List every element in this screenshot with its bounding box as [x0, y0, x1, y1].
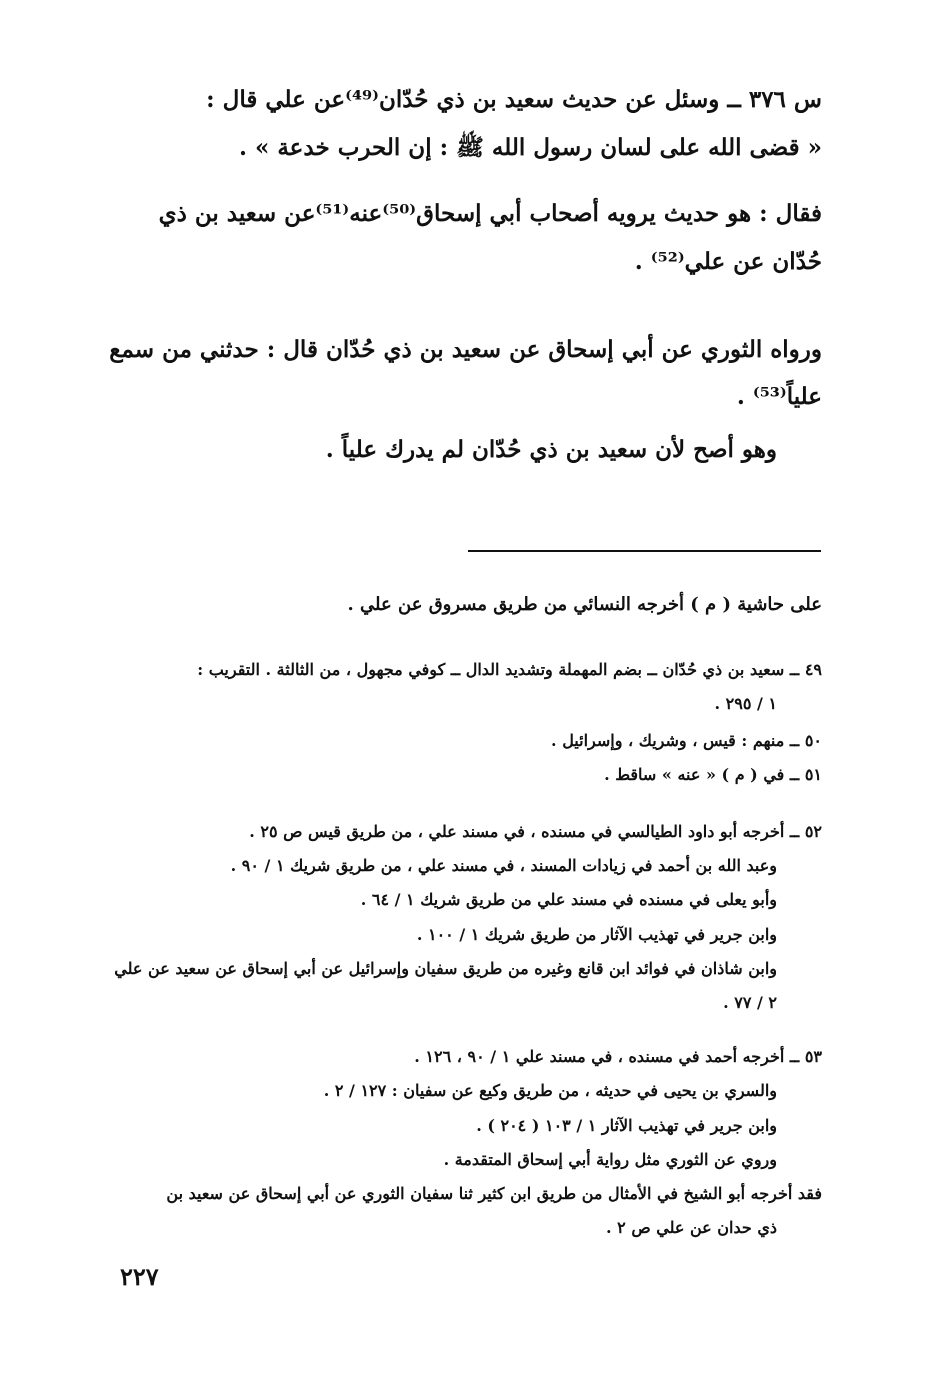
footnote-49-cont: ١ / ٢٩٥ . [714, 694, 777, 713]
page-number: ٢٢٧ [120, 1262, 159, 1291]
main-line-5: ورواه الثوري عن أبي إسحاق عن سعيد بن ذي حُدّان قال : حدثني من سمع [109, 336, 822, 363]
footnote-51: ٥١ ــ في ( م ) « عنه » ساقط . [604, 765, 822, 784]
footnote-53-line-6: ذي حدان عن علي ص ٢ . [606, 1218, 777, 1237]
footnote-49: ٤٩ ــ سعيد بن ذي حُدّان ــ بضم المهملة وتشديد الدال ــ كوفي مجهول ، من الثالثة . التقريب : [197, 660, 822, 679]
footnote-52-line-6: ٢ / ٧٧ . [723, 993, 777, 1012]
footnote-53-line-3: وابن جرير في تهذيب الآثار ١ / ١٠٣ ( ٢٠٤ ) . [476, 1116, 777, 1135]
main-line-2: « قضى الله على لسان رسول الله ﷺ : إن الحرب خدعة » . [238, 134, 822, 161]
footnote-52-line-5: وابن شاذان في فوائد ابن قانع وغيره من طريق سفيان وإسرائيل عن أبي إسحاق عن سعيد عن علي [114, 959, 777, 978]
footnote-52-line-2: وعبد الله بن أحمد في زيادات المسند ، في مسند علي ، من طريق شريك ١ / ٩٠ . [230, 856, 777, 875]
main-line-6: علياً⁽⁵³⁾ . [736, 383, 822, 410]
main-line-4: حُدّان عن علي⁽⁵²⁾ . [634, 248, 822, 275]
footnote-53: ٥٣ ــ أخرجه أحمد في مسنده ، في مسند علي ١ / ٩٠ ، ١٢٦ . [414, 1047, 822, 1066]
footnote-50: ٥٠ ــ منهم : قيس ، وشريك ، وإسرائيل . [551, 731, 822, 750]
footnote-margin: على حاشية ( م ) أخرجه النسائي من طريق مسروق عن علي . [347, 594, 822, 615]
footnote-separator [468, 550, 821, 552]
main-line-3: فقال : هو حديث يرويه أصحاب أبي إسحاق⁽⁵⁰⁾عنه⁽⁵¹⁾عن سعيد بن ذي [158, 200, 822, 227]
footnote-52-line-3: وأبو يعلى في مسنده في مسند علي من طريق شريك ١ / ٦٤ . [360, 890, 777, 909]
main-line-1: س ٣٧٦ ــ وسئل عن حديث سعيد بن ذي حُدّان⁽⁴⁹⁾عن علي قال : [206, 86, 822, 113]
footnote-52-line-4: وابن جرير في تهذيب الآثار من طريق شريك ١ / ١٠٠ . [416, 925, 777, 944]
footnote-53-line-2: والسري بن يحيى في حديثه ، من طريق وكيع عن سفيان : ١٢٧ / ٢ . [323, 1081, 777, 1100]
footnote-53-line-4: وروي عن الثوري مثل رواية أبي إسحاق المتقدمة . [443, 1150, 777, 1169]
main-line-7: وهو أصح لأن سعيد بن ذي حُدّان لم يدرك علياً . [325, 436, 777, 463]
footnote-53-line-5: فقد أخرجه أبو الشيخ في الأمثال من طريق ابن كثير ثنا سفيان الثوري عن أبي إسحاق عن سعيد بن [166, 1184, 822, 1203]
footnote-52: ٥٢ ــ أخرجه أبو داود الطيالسي في مسنده ، في مسند علي ، من طريق قيس ص ٢٥ . [249, 822, 822, 841]
